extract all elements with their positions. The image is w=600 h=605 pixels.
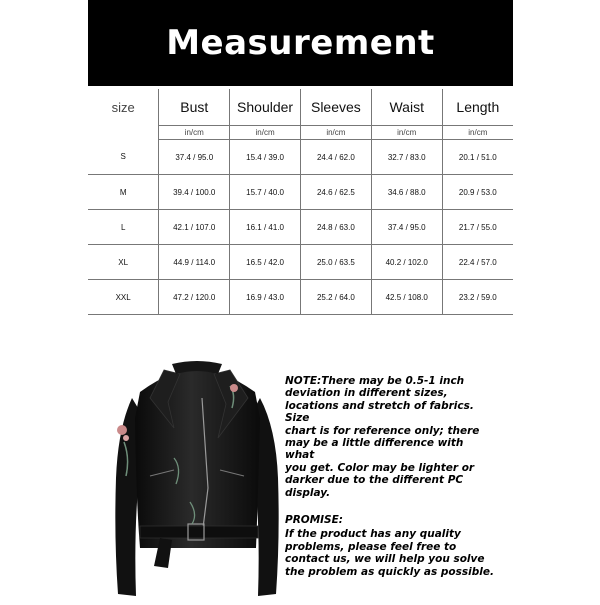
table-cell: 16.9 / 43.0 [230, 280, 301, 315]
table-cell: 44.9 / 114.0 [159, 245, 230, 280]
table-cell: 39.4 / 100.0 [159, 175, 230, 210]
table-cell: 15.7 / 40.0 [230, 175, 301, 210]
table-cell: 15.4 / 39.0 [230, 140, 301, 175]
table-cell: 40.2 / 102.0 [371, 245, 442, 280]
table-units-row [88, 126, 513, 140]
table-cell: 16.5 / 42.0 [230, 245, 301, 280]
size-chart-table [88, 89, 513, 315]
banner-title: Measurement [166, 23, 435, 63]
table-cell: 32.7 / 83.0 [371, 140, 442, 175]
column-header-sleeves: Sleeves [300, 89, 371, 126]
table-cell: 42.1 / 107.0 [159, 210, 230, 245]
table-cell: 23.2 / 59.0 [442, 280, 513, 315]
size-cell: L [88, 210, 159, 245]
size-cell: XXL [88, 280, 159, 315]
column-header-bust: Bust [159, 89, 230, 126]
size-cell: S [88, 140, 159, 175]
size-note-text: NOTE:There may be 0.5-1 inch deviation in different sizes, locations and stretch of fabrics. Size chart is for reference only; there may be a little difference with what you get. Color may be lighter or darker due to the different PC display. [285, 375, 480, 499]
column-header-shoulder: Shoulder [230, 89, 301, 126]
table-cell: 25.2 / 64.0 [300, 280, 371, 315]
table-row [88, 140, 513, 175]
unit-label: in/cm [442, 126, 513, 140]
size-header: size [88, 89, 159, 126]
table-row [88, 245, 513, 280]
leather-jacket-icon [110, 358, 285, 600]
unit-label: in/cm [300, 126, 371, 140]
table-cell: 42.5 / 108.0 [371, 280, 442, 315]
table-cell: 20.9 / 53.0 [442, 175, 513, 210]
table-cell: 16.1 / 41.0 [230, 210, 301, 245]
table-row [88, 175, 513, 210]
table-cell: 22.4 / 57.0 [442, 245, 513, 280]
table-row [88, 210, 513, 245]
table-cell: 24.4 / 62.0 [300, 140, 371, 175]
table-header-row [88, 89, 513, 126]
table-cell: 37.4 / 95.0 [371, 210, 442, 245]
table-cell: 20.1 / 51.0 [442, 140, 513, 175]
unit-label: in/cm [159, 126, 230, 140]
table-cell: 34.6 / 88.0 [371, 175, 442, 210]
promise-title: PROMISE: [285, 514, 343, 526]
size-cell: M [88, 175, 159, 210]
measurement-banner [88, 0, 513, 86]
column-header-waist: Waist [371, 89, 442, 126]
size-cell: XL [88, 245, 159, 280]
table-cell: 24.8 / 63.0 [300, 210, 371, 245]
table-cell: 21.7 / 55.0 [442, 210, 513, 245]
table-cell: 47.2 / 120.0 [159, 280, 230, 315]
promise-text: If the product has any quality problems, please feel free to contact us, we will help you solve the problem as quickly as possible. [285, 528, 494, 578]
table-cell: 24.6 / 62.5 [300, 175, 371, 210]
unit-label: in/cm [230, 126, 301, 140]
table-cell: 37.4 / 95.0 [159, 140, 230, 175]
unit-label: in/cm [371, 126, 442, 140]
column-header-length: Length [442, 89, 513, 126]
table-cell: 25.0 / 63.5 [300, 245, 371, 280]
units-blank [88, 126, 159, 140]
product-image [110, 358, 285, 600]
table-row [88, 280, 513, 315]
